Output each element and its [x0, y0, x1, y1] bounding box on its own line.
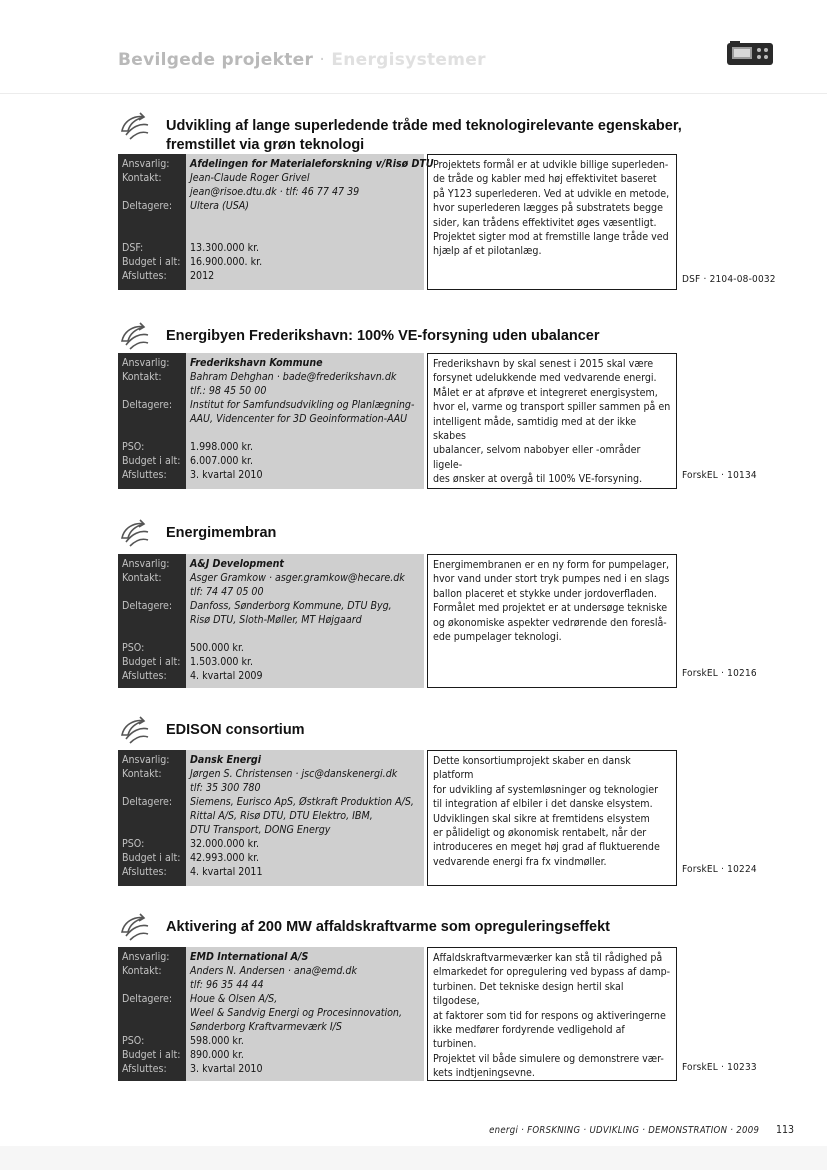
project-description [427, 750, 677, 886]
label-deltagere: Deltagere: [122, 200, 173, 212]
contact-line: jean@risoe.dtu.dk · tlf: 46 77 47 39 [190, 186, 360, 198]
value-column [186, 947, 424, 1081]
label-funder: PSO: [122, 838, 145, 850]
description-line: hjælp af et pilotanlæg. [433, 245, 542, 258]
project-entry [0, 524, 827, 692]
description-line: sider, kan trådens effektivitet øges væsentligt. [433, 216, 657, 229]
label-afsluttes: Afsluttes: [122, 469, 167, 481]
label-budget: Budget i alt: [122, 852, 181, 864]
label-deltagere: Deltagere: [122, 796, 173, 808]
description-line: Dette konsortiumprojekt skaber en dansk platform [433, 755, 631, 782]
page-footer [489, 1124, 794, 1136]
project-entry [0, 721, 827, 890]
description-line: ede pumpelager teknologi. [433, 631, 562, 644]
organisation: A&J Development [190, 558, 284, 570]
label-budget: Budget i alt: [122, 1049, 181, 1061]
label-column [118, 154, 186, 290]
label-kontakt: Kontakt: [122, 965, 162, 977]
participant-line: DTU Transport, DONG Energy [190, 824, 331, 836]
grant-amount: 32.000.000 kr. [190, 838, 260, 850]
participant-line: Rittal A/S, Risø DTU, DTU Elektro, IBM, [190, 810, 373, 822]
project-reference: ForskEL · 10216 [682, 668, 757, 679]
label-afsluttes: Afsluttes: [122, 866, 167, 878]
header-divider [0, 93, 827, 94]
contact-line: Asger Gramkow · asger.gramkow@hecare.dk [190, 572, 405, 584]
section-title: Bevilgede projekter [118, 50, 314, 70]
label-funder: PSO: [122, 642, 145, 654]
contact-line: Anders N. Andersen · ana@emd.dk [190, 965, 357, 977]
energy-swirl-icon [118, 111, 152, 143]
description-line: at faktorer som tid for respons og aktiveringerne [433, 1009, 666, 1022]
footer-band [0, 1146, 827, 1170]
label-kontakt: Kontakt: [122, 572, 162, 584]
project-title [166, 117, 686, 155]
project-info-table [118, 750, 424, 886]
organisation: Afdelingen for Materialeforskning v/Risø DTU [190, 158, 434, 170]
description-line: ikke medfører fordyrende vedligehold af turbinen. [433, 1024, 625, 1051]
label-ansvarlig: Ansvarlig: [122, 357, 170, 369]
project-reference: ForskEL · 10134 [682, 470, 757, 481]
label-deltagere: Deltagere: [122, 399, 173, 411]
contact-line: Jean-Claude Roger Grivel [190, 172, 310, 184]
label-ansvarlig: Ansvarlig: [122, 558, 170, 570]
participant-line: Sønderborg Kraftvarmeværk I/S [190, 1021, 342, 1033]
description-line: vedvarende energi fra fx vindmøller. [433, 855, 607, 868]
participant-line: Danfoss, Sønderborg Kommune, DTU Byg, [190, 600, 392, 612]
project-title [166, 327, 686, 346]
organisation: Dansk Energi [190, 754, 262, 766]
description-line: ubalancer, selvom nabobyer eller -områder ligele- [433, 444, 641, 471]
description-line: des ønsker at overgå til 100% VE-forsyning. [433, 473, 643, 486]
description-line: Målet er at afprøve et integreret energisystem, [433, 386, 658, 399]
label-ansvarlig: Ansvarlig: [122, 158, 170, 170]
description-line: på Y123 superlederen. Ved at udvikle en metode, [433, 187, 670, 200]
description-line: elmarkedet for opregulering ved bypass af damp- [433, 966, 671, 979]
label-kontakt: Kontakt: [122, 768, 162, 780]
participant-line: Weel & Sandvig Energi og Procesinnovation, [190, 1007, 403, 1019]
description-line: er pålideligt og økonomisk rentabelt, når der [433, 827, 647, 840]
section-subtitle: Energisystemer [331, 50, 486, 70]
contact-line: tlf.: 98 45 50 00 [190, 385, 267, 397]
budget-total: 6.007.000 kr. [190, 455, 254, 467]
project-description [427, 154, 677, 290]
description-line: og økonomiske aspekter vedrørende den foreslå- [433, 616, 667, 629]
description-line: de tråde og kabler med høj effektivitet baseret [433, 173, 657, 186]
end-date: 3. kvartal 2010 [190, 469, 263, 481]
label-deltagere: Deltagere: [122, 993, 173, 1005]
project-entry [0, 117, 827, 294]
label-ansvarlig: Ansvarlig: [122, 754, 170, 766]
label-funder: PSO: [122, 441, 145, 453]
label-afsluttes: Afsluttes: [122, 1063, 167, 1075]
project-title-line: Energibyen Frederikshavn: 100% VE-forsyning uden ubalancer [166, 328, 600, 344]
budget-total: 1.503.000 kr. [190, 656, 254, 668]
description-line: Projektet vil både simulere og demonstrere vær- [433, 1052, 664, 1065]
label-funder: DSF: [122, 242, 144, 254]
end-date: 2012 [190, 270, 215, 282]
energy-device-icon [726, 40, 774, 66]
end-date: 3. kvartal 2010 [190, 1063, 263, 1075]
participant-line: AAU, Videncenter for 3D Geoinformation-AAU [190, 413, 408, 425]
organisation: EMD International A/S [190, 951, 309, 963]
description-line: hvor superlederen lægges på substratets begge [433, 202, 663, 215]
description-line: Affaldskraftvarmeværker kan stå til rådighed på [433, 952, 663, 964]
label-kontakt: Kontakt: [122, 172, 162, 184]
end-date: 4. kvartal 2011 [190, 866, 263, 878]
page-title [118, 50, 486, 70]
project-description [427, 554, 677, 688]
project-title [166, 918, 686, 937]
description-line: Frederikshavn by skal senest i 2015 skal være [433, 358, 654, 370]
project-title-line: Udvikling af lange superledende tråde med teknologirelevante egenskaber, [166, 118, 682, 134]
description-line: forsynet udelukkende med vedvarende energi. [433, 372, 657, 385]
grant-amount: 13.300.000 kr. [190, 242, 260, 254]
label-budget: Budget i alt: [122, 455, 181, 467]
project-info-table [118, 554, 424, 688]
energy-swirl-icon [118, 715, 152, 747]
label-deltagere: Deltagere: [122, 600, 173, 612]
project-title [166, 524, 686, 543]
description-line: Energimembranen er en ny form for pumpelager, [433, 559, 670, 571]
project-title-line: Energimembran [166, 525, 277, 541]
page-number: 113 [775, 1124, 794, 1136]
contact-line: tlf: 35 300 780 [190, 782, 261, 794]
value-column [186, 554, 424, 688]
contact-line: Jørgen S. Christensen · jsc@danskenergi.dk [190, 768, 398, 780]
project-info-table [118, 353, 424, 489]
project-info-table [118, 947, 424, 1081]
description-line: intelligent måde, samtidig med at der ikke skabes [433, 415, 637, 443]
label-ansvarlig: Ansvarlig: [122, 951, 170, 963]
contact-line: tlf: 96 35 44 44 [190, 979, 264, 991]
project-description [427, 353, 677, 489]
end-date: 4. kvartal 2009 [190, 670, 263, 682]
title-separator: · [319, 50, 326, 70]
description-line: ballon placeret et stykke under jordoverfladen. [433, 587, 657, 600]
participant-line: Siemens, Eurisco ApS, Østkraft Produktion A/S, [190, 796, 414, 808]
project-reference: ForskEL · 10233 [682, 1062, 757, 1073]
label-afsluttes: Afsluttes: [122, 670, 167, 682]
project-title-line: fremstillet via grøn teknologi [166, 137, 365, 153]
participant-line: Houe & Olsen A/S, [190, 993, 278, 1005]
energy-swirl-icon [118, 321, 152, 353]
participant-line: Risø DTU, Sloth-Møller, MT Højgaard [190, 614, 362, 626]
project-reference: DSF · 2104-08-0032 [682, 274, 776, 285]
label-column [118, 947, 186, 1081]
participant-line: Institut for Samfundsudvikling og Planlægning- [190, 399, 415, 411]
label-budget: Budget i alt: [122, 656, 181, 668]
project-reference: ForskEL · 10224 [682, 864, 757, 875]
project-description [427, 947, 677, 1081]
label-afsluttes: Afsluttes: [122, 270, 167, 282]
description-line: kets indtjeningsevne. [433, 1067, 535, 1080]
description-line: Projektet sigter mod at fremstille lange tråde ved [433, 231, 669, 244]
project-entry [0, 327, 827, 493]
description-line: til integration af elbiler i det danske elsystem. [433, 798, 653, 811]
grant-amount: 1.998.000 kr. [190, 441, 254, 453]
description-line: hvor el, varme og transport spiller sammen på en [433, 401, 671, 414]
project-title-line: Aktivering af 200 MW affaldskraftvarme som opreguleringseffekt [166, 919, 610, 935]
value-column [186, 154, 434, 290]
value-column [186, 750, 424, 886]
label-column [118, 353, 186, 489]
project-title-line: EDISON consortium [166, 722, 305, 738]
page-header [0, 0, 827, 98]
description-line: hvor vand under stort tryk pumpes ned i en slags [433, 573, 670, 586]
description-line: introduceres en meget høj grad af fluktuerende [433, 841, 660, 854]
energy-swirl-icon [118, 912, 152, 944]
label-column [118, 750, 186, 886]
label-budget: Budget i alt: [122, 256, 181, 268]
description-line: Formålet med projektet er at undersøge tekniske [433, 602, 668, 615]
energy-swirl-icon [118, 518, 152, 550]
value-column [186, 353, 424, 489]
grant-amount: 500.000 kr. [190, 642, 244, 654]
budget-total: 16.900.000. kr. [190, 256, 263, 268]
description-line: for udvikling af systemløsninger og teknologier [433, 783, 659, 796]
label-kontakt: Kontakt: [122, 371, 162, 383]
grant-amount: 598.000 kr. [190, 1035, 244, 1047]
budget-total: 42.993.000 kr. [190, 852, 260, 864]
footer-publication: energi · FORSKNING · UDVIKLING · DEMONSTRATION · 2009 [489, 1125, 760, 1136]
contact-line: tlf: 74 47 05 00 [190, 586, 264, 598]
description-line: Projektets formål er at udvikle billige superleden- [433, 159, 669, 171]
participant-line: Ultera (USA) [190, 200, 249, 212]
organisation: Frederikshavn Kommune [190, 357, 323, 369]
project-entry [0, 918, 827, 1085]
description-line: Udviklingen skal sikre at fremtidens elsystem [433, 812, 650, 825]
project-info-table [118, 154, 434, 290]
description-line: turbinen. Det tekniske design hertil skal tilgodese, [433, 980, 624, 1008]
label-funder: PSO: [122, 1035, 145, 1047]
project-title [166, 721, 686, 740]
budget-total: 890.000 kr. [190, 1049, 244, 1061]
label-column [118, 554, 186, 688]
contact-line: Bahram Dehghan · bade@frederikshavn.dk [190, 371, 397, 383]
